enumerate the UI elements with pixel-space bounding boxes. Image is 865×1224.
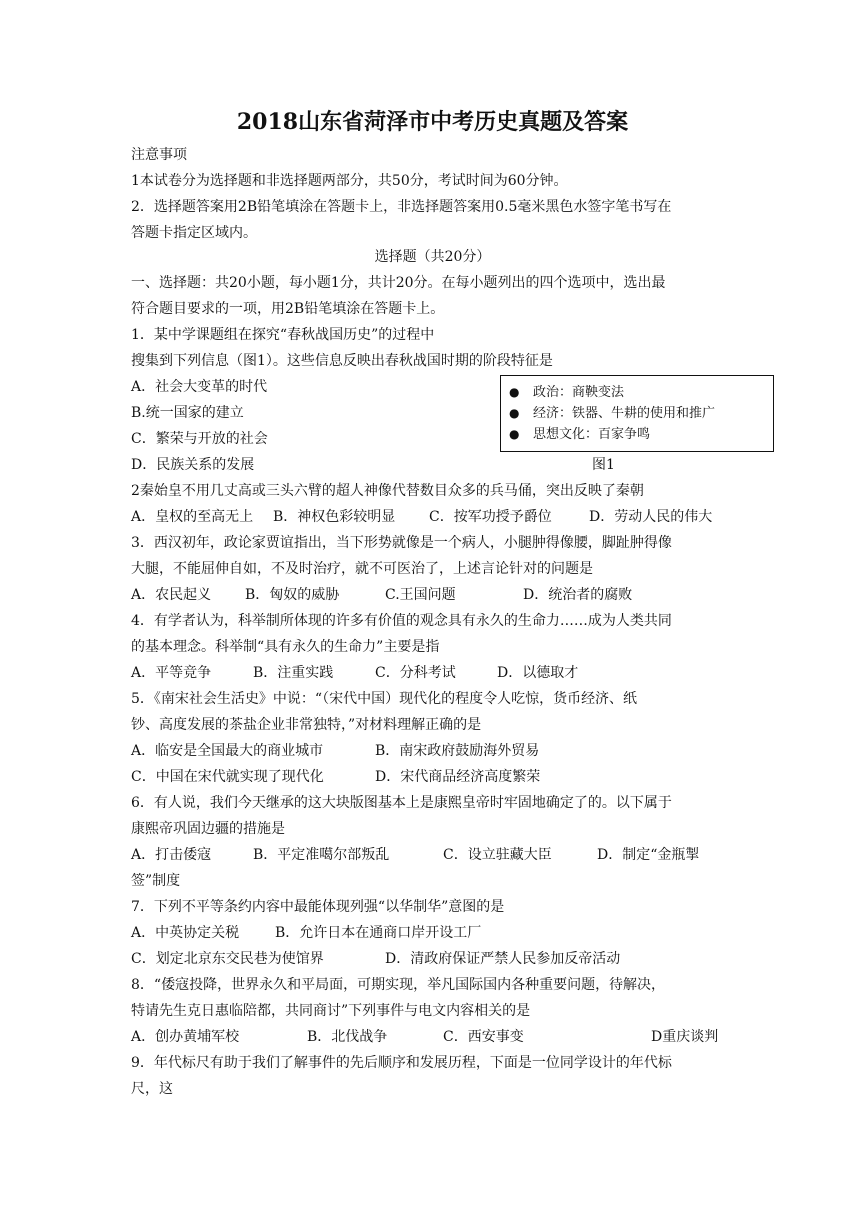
q4-option-c: C．分科考试 (375, 665, 456, 681)
q4-option-b: B．注重实践 (253, 665, 334, 681)
q1-option-a: A．社会大变革的时代 (131, 379, 268, 395)
q6-option-d: D．制定“金瓶掣 (597, 847, 700, 863)
q5-option-b: B．南宋政府鼓励海外贸易 (375, 743, 540, 759)
q1-option-d: D．民族关系的发展 (131, 457, 255, 473)
figure-1-item: ● 政治：商鞅变法 (509, 382, 773, 403)
q2-option-d: D．劳动人民的伟大 (589, 509, 713, 525)
q8-option-c: C．西安事变 (443, 1029, 524, 1045)
q5-stem-line-2: 钞、高度发展的茶盐企业非常独特，”对材料理解正确的是 (131, 717, 482, 733)
figure-1-box (500, 375, 774, 452)
section-intro-line-1: 一、选择题：共20小题，每小题1分，共计20分。在每小题列出的四个选项中，选出最 (131, 275, 666, 291)
q5-option-c: C．中国在宋代就实现了现代化 (131, 769, 324, 785)
q3-option-d: D．统治者的腐败 (523, 587, 633, 603)
q2-option-c: C．按军功授予爵位 (429, 509, 552, 525)
q8-option-d: D重庆谈判 (651, 1029, 719, 1045)
q3-option-c: C.王国问题 (385, 587, 456, 603)
note-2-line-1: 2．选择题答案用2B铅笔填涂在答题卡上，非选择题答案用0.5毫米黑色水签字笔书写在 (131, 199, 672, 215)
q1-option-b: B.统一国家的建立 (131, 405, 244, 421)
q8-option-b: B．北伐战争 (307, 1029, 388, 1045)
figure-1-item: ● 思想文化：百家争鸣 (509, 424, 773, 445)
q6-option-b: B．平定准噶尔部叛乱 (253, 847, 390, 863)
q7-option-b: B．允许日本在通商口岸开设工厂 (275, 925, 482, 941)
q3-stem-line-2: 大腿，不能屈伸自如，不及时治疗，就不可医治了，上述言论针对的问题是 (131, 561, 593, 577)
q7-option-c: C．划定北京东交民巷为使馆界 (131, 951, 324, 967)
q1-option-c: C．繁荣与开放的社会 (131, 431, 268, 447)
q3-option-a: A．农民起义 (131, 587, 212, 603)
q3-stem-line-1: 3．西汉初年，政论家贾谊指出，当下形势就像是一个病人，小腿肿得像腰，脚趾肿得像 (131, 535, 672, 551)
q7-option-a: A．中英协定关税 (131, 925, 240, 941)
figure-1-item: ● 经济：铁器、牛耕的使用和推广 (509, 403, 773, 424)
q8-stem-line-2: 特请先生克日惠临陪都，共同商讨”下列事件与电文内容相关的是 (131, 1003, 531, 1019)
q7-stem: 7．下列不平等条约内容中最能体现列强“以华制华”意图的是 (131, 899, 505, 915)
q4-option-d: D．以德取才 (497, 665, 579, 681)
q6-stem-line-2: 康熙帝巩固边疆的措施是 (131, 821, 285, 837)
section-intro-line-2: 符合题目要求的一项，用2B铅笔填涂在答题卡上。 (131, 301, 445, 317)
q3-option-b: B．匈奴的威胁 (245, 587, 340, 603)
q6-option-a: A．打击倭寇 (131, 847, 212, 863)
bullet-icon: ● (509, 427, 520, 441)
notes-heading: 注意事项 (131, 147, 187, 163)
q1-stem-line-2: 搜集到下列信息（图1）。这些信息反映出春秋战国时期的阶段特征是 (131, 353, 553, 369)
q4-stem-line-1: 4．有学者认为，科举制所体现的许多有价值的观念具有永久的生命力……成为人类共同 (131, 613, 672, 629)
q8-stem-line-1: 8．“倭寇投降，世界永久和平局面，可期实现，举凡国际国内各种重要问题，待解决， (131, 977, 666, 993)
q6-option-c: C．设立驻藏大臣 (443, 847, 552, 863)
q9-stem-line-1: 9．年代标尺有助于我们了解事件的先后顺序和发展历程，下面是一位同学设计的年代标 (131, 1055, 672, 1071)
q5-option-d: D．宋代商品经济高度繁荣 (375, 769, 541, 785)
note-2-line-2: 答题卡指定区域内。 (131, 225, 257, 241)
q8-option-a: A．创办黄埔军校 (131, 1029, 240, 1045)
q2-stem: 2秦始皇不用几丈高或三头六臂的超人神像代替数目众多的兵马俑，突出反映了秦朝 (131, 483, 644, 499)
q1-stem-line-1: 1．某中学课题组在探究“春秋战国历史”的过程中 (131, 327, 435, 343)
q2-option-a: A．皇权的至高无上 (131, 509, 254, 525)
figure-1-label: 图1 (592, 457, 615, 473)
q7-option-d: D．清政府保证严禁人民参加反帝活动 (385, 951, 621, 967)
bullet-icon: ● (509, 406, 520, 420)
q6-stem-line-1: 6．有人说，我们今天继承的这大块版图基本上是康熙皇帝时牢固地确定了的。以下属于 (131, 795, 672, 811)
q5-option-a: A．临安是全国最大的商业城市 (131, 743, 324, 759)
q2-option-b: B．神权色彩较明显 (273, 509, 396, 525)
section-heading: 选择题（共20分） (374, 249, 491, 265)
q4-stem-line-2: 的基本理念。科举制“具有永久的生命力”主要是指 (131, 639, 440, 655)
page-title: 2018山东省菏泽市中考历史真题及答案 (236, 109, 629, 135)
q9-stem-line-2: 尺，这 (131, 1081, 173, 1097)
q4-option-a: A．平等竞争 (131, 665, 212, 681)
bullet-icon: ● (509, 385, 520, 399)
q6-option-d-continued: 签”制度 (131, 873, 181, 889)
q5-stem-line-1: 5．《南宋社会生活史》中说：“（宋代中国）现代化的程度令人吃惊，货币经济、纸 (131, 691, 638, 707)
note-1: 1本试卷分为选择题和非选择题两部分，共50分，考试时间为60分钟。 (131, 173, 568, 189)
